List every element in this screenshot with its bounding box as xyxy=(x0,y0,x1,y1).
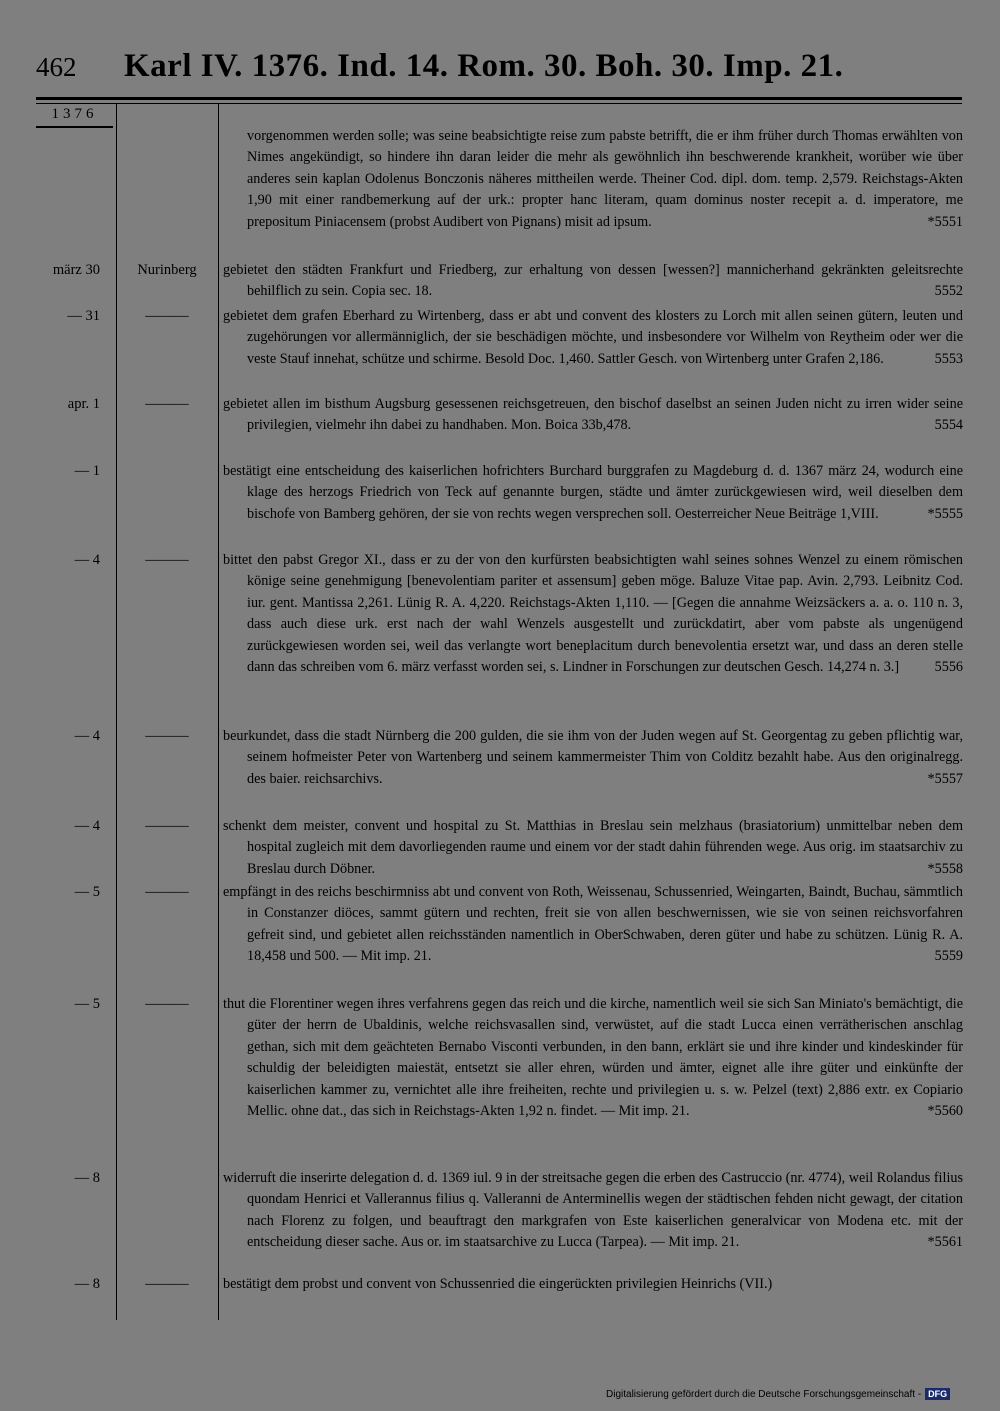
entry-number: *5551 xyxy=(927,213,963,230)
entry-place: ——— xyxy=(145,818,189,834)
entry-text: thut die Florentiner wegen ihres verfahrens gegen das reich und die kirche, namentlich weil sie sich San Miniato's bemächtigt, die güter der herrn de Ubaldinis, welche reichsvasallen sind, verwüstet, auf die stadt Lucca einen verrätherischen anschlag gethan, sich mit dem geächteten Bernabo Visconti verbunden, in den bann, erklärt sie und ihre kinder und kindeskinder für schuldig der beleidigten maiestät, entsetzt sie aller ehren, würden und ämter, eignet alle ihre güter und einkünfte der kaiserlichen kammer zu, vernichtet alle ihre freiheiten, rechte und privilegien u. s. w. Pelzel (text) 2,886 extr. ex Copiario Mellic. ohne dat., das sich in Reichstags-Akten 1,92 n. findet. — Mit imp. 21. *5560 xyxy=(223,994,963,1122)
entry-place: ——— xyxy=(145,1276,189,1292)
entry-number: 5553 xyxy=(934,350,963,367)
entry-place: ——— xyxy=(145,552,189,568)
column-divider-place xyxy=(218,104,219,1320)
credit-text: Digitalisierung gefördert durch die Deutsche Forschungsgemeinschaft - xyxy=(606,1389,922,1400)
entry-number: *5555 xyxy=(927,505,963,522)
entry-date: — 4 xyxy=(74,728,100,744)
page-number: 462 xyxy=(36,52,77,82)
entry-place: ——— xyxy=(145,308,189,324)
entry-text: gebietet allen im bisthum Augsburg gesessenen reichsgetreuen, den bischof daselbst an seinen Juden nicht zu irren wider seine privilegien, vielmehr ihn dabei zu handhaben. Mon. Boica 33b,478. 5554 xyxy=(223,394,963,437)
entry-number: 5554 xyxy=(934,417,963,434)
entry-text: gebietet dem grafen Eberhard zu Wirtenberg, dass er abt und convent des klosters zu Lorch mit allen seinen gütern, leuten und zugehörungen vor allermänniglich, der sie beschädigen möchte, und insbesondere vor Wilhelm von Reytheim oder wer die veste Stauf innehat, schütze und schirme. Besold Doc. 1,460. Sattler Gesch. von Wirtenberg unter Grafen 2,186. 5553 xyxy=(223,306,963,370)
entry-date: — 1 xyxy=(74,463,100,479)
entry-number: 5552 xyxy=(934,283,963,300)
header-rule-thick xyxy=(36,97,962,100)
entry-date: — 5 xyxy=(74,884,100,900)
entry-number: *5561 xyxy=(927,1234,963,1251)
entry-place: ——— xyxy=(145,728,189,744)
entry-number: 5559 xyxy=(934,948,963,965)
entry-date: — 8 xyxy=(74,1276,100,1292)
entry-text: bestätigt eine entscheidung des kaiserlichen hofrichters Burchard burggrafen zu Magdeburg d. d. 1367 märz 24, wodurch eine klage des herzogs Friedrich von Teck auf genannte burgen, städte und ämter zurückgewiesen wird, weil dieselben dem bischofe von Bamberg gehören, der sie von rechts wegen versprechen soll. Oesterreicher Neue Beiträge 1,VIII. *5555 xyxy=(223,461,963,525)
entry-place: ——— xyxy=(145,396,189,412)
entry-date: — 4 xyxy=(74,552,100,568)
entry-text: bittet den pabst Gregor XI., dass er zu der von den kurfürsten beabsichtigten wahl seines sohnes Wenzel zu einem römischen könige seine genehmigung [benevolentiam pariter et assensum] geben möge. Baluze Vitae pap. Avin. 2,793. Leibnitz Cod. iur. gent. Mantissa 2,261. Lünig R. A. 4,220. Reichstags-Akten 1,110. — [Gegen die annahme Weizsäckers a. a. o. 110 n. 3, dass auch diese urk. erst nach der wahl Wenzels ausgestellt und zurückdatirt, aber vom pabste als ungenügend zurückgewiesen worden sei, weil das verlangte wort beneplacitum durch benevolentia ersetzt war, und dass an deren stelle dann das schreiben vom 6. märz verfasst worden sei, s. Lindner in Forschungen zur deutschen Gesch. 14,274 n. 3.] 5556 xyxy=(223,550,963,678)
entry-date: apr. 1 xyxy=(67,396,100,412)
entry-place: ——— xyxy=(145,884,189,900)
entry-text: schenkt dem meister, convent und hospital zu St. Matthias in Breslau sein melzhaus (brasiatorium) unmittelbar neben dem hospital zugleich mit dem davorliegenden raume und einem vor der stadt dahin führenden wege. Aus orig. im staatsarchiv zu Breslau durch Döbner. *5558 xyxy=(223,816,963,880)
entry-date: — 4 xyxy=(74,818,100,834)
running-title: Karl IV. 1376. Ind. 14. Rom. 30. Boh. 30. Imp. 21. xyxy=(124,48,844,84)
entry-text: bestätigt dem probst und convent von Schussenried die eingerückten privilegien Heinrichs (VII.) xyxy=(223,1276,773,1292)
entry-place: ——— xyxy=(145,996,189,1012)
entry-number: *5560 xyxy=(927,1103,963,1120)
digitization-credit xyxy=(606,1388,950,1400)
header-rule-thin xyxy=(36,103,962,104)
entry-number: *5557 xyxy=(927,770,963,787)
entry-text: gebietet den städten Frankfurt und Friedberg, zur erhaltung von dessen [wessen?] mannicherhand gekränkten geleitsrechte behilflich zu sein. Copia sec. 18. 5552 xyxy=(223,260,963,303)
dfg-logo-icon: DFG xyxy=(925,1388,950,1400)
entry-text: vorgenommen werden solle; was seine beabsichtigte reise zum pabste betrifft, die er ihm früher durch Thomas erwählten von Nimes angekündigt, so hindere ihn daran leider die mehr als gewöhnlich ihn beschwerende krankheit, worüber wie über anderes sein kaplan Odolenus Bonczonis näheres mittheilen werde. Theiner Cod. dipl. dom. temp. 2,579. Reichstags-Akten 1,90 mit einer randbemerkung auf der urk.: propter hanc literam, quam dominus noster recepit a. d. imperatore, me prepositum Piniacensem (probst Audibert von Pignans) misit ad ipsum. *5551 xyxy=(223,126,963,233)
entry-text: widerruft die inserirte delegation d. d. 1369 iul. 9 in der streitsache gegen die erben des Castruccio (nr. 4774), weil Rolandus filius quondam Henrici et Vallerannus filius q. Valleranni de Anterminellis wegen der städtischen fehden nicht gewagt, der citation nach Florenz zu folgen, und beauftragt den markgrafen von Este kaiserlichen generalvicar von Modena etc. mit der entscheidung dieser sache. Aus or. im staatsarchive zu Lucca (Tarpea). — Mit imp. 21. *5561 xyxy=(223,1168,963,1254)
entry-number: 5556 xyxy=(934,659,963,676)
entry-date: märz 30 xyxy=(52,262,100,278)
entry-date: — 5 xyxy=(74,996,100,1012)
entry-text: empfängt in des reichs beschirmniss abt und convent von Roth, Weissenau, Schussenried, Weingarten, Baindt, Buchau, sämmtlich in Constanzer diöces, sammt gütern und rechten, freit sie von allen beschwernissen, wie sie von seinen reichsvorfahren gefreit sind, und gebietet allen reichsständen namentlich in OberSchwaben, deren güter und habe zu schützen. Lünig R. A. 18,458 und 500. — Mit imp. 21. 5559 xyxy=(223,882,963,968)
page-header xyxy=(36,48,966,88)
entry-text: beurkundet, dass die stadt Nürnberg die 200 gulden, die sie ihm von der Juden wegen auf St. Georgentag zu geben pflichtig war, seinem hofmeister Peter von Wartenberg und seinem kammermeister Thim von Colditz bezahlt habe. Aus den originalregg. des baier. reichsarchivs. *5557 xyxy=(223,726,963,790)
year-label: 1376 xyxy=(36,104,113,128)
entry-number: *5558 xyxy=(927,860,963,877)
column-divider-date xyxy=(116,104,117,1320)
entry-date: — 31 xyxy=(67,308,100,324)
entry-date: — 8 xyxy=(74,1170,100,1186)
entry-place: Nurinberg xyxy=(137,262,197,278)
